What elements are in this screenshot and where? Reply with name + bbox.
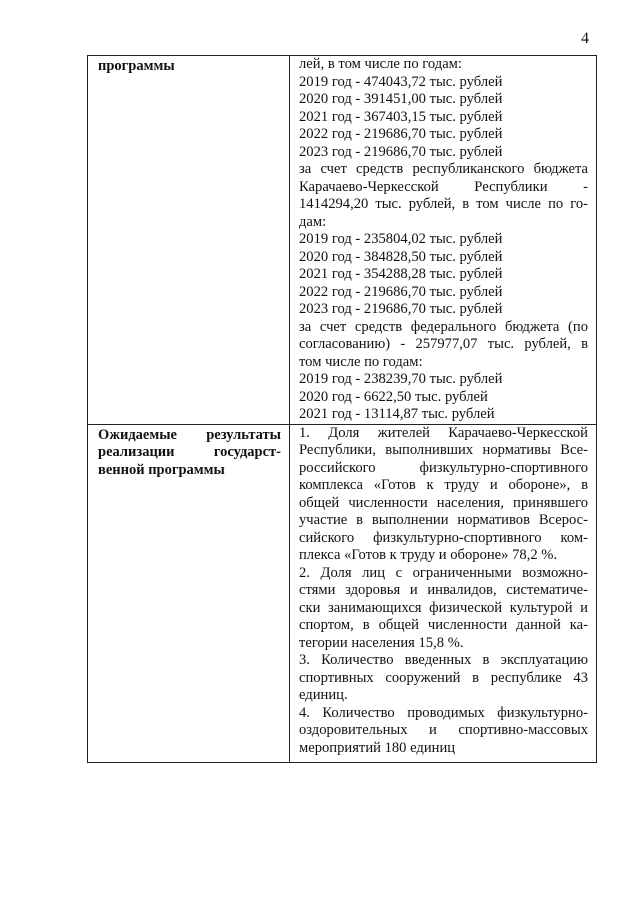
result-text-line: комплекса «Готов к труду и обороне», в <box>299 477 588 493</box>
funding-line: лей, в том числе по годам: <box>299 56 462 72</box>
result-text-line: тегории населения 15,8 %. <box>299 634 464 651</box>
funding-year-line: 2023 год - 219686,70 тыс. рублей <box>299 143 503 160</box>
result-item-2 <box>299 565 588 653</box>
regional-budget-intro: за счет средств республиканского бюджета <box>299 161 588 177</box>
result-text-line: участие в выполнении нормативов Всерос- <box>299 512 588 528</box>
result-item-3 <box>299 652 588 705</box>
result-text-line: мероприятий 180 единиц <box>299 739 456 756</box>
federal-budget-intro: согласованию) - 257977,07 тыс. рублей, в <box>299 336 588 352</box>
funding-label: программы <box>98 58 175 74</box>
result-text-line: российского физкультурно-спортивного <box>299 459 588 476</box>
result-text-line: общей численности населения, принявшего <box>299 494 588 511</box>
funding-year-line: 2022 год - 219686,70 тыс. рублей <box>299 126 503 142</box>
result-text-line: Республики, выполнивших нормативы Все- <box>299 442 588 458</box>
funding-label-cell <box>88 56 290 425</box>
funding-year-line: 2020 год - 391451,00 тыс. рублей <box>299 91 503 107</box>
expected-results-label-cell <box>88 424 290 762</box>
regional-year-line: 2019 год - 235804,02 тыс. рублей <box>299 231 503 247</box>
regional-budget-intro: Карачаево-Черкесской Республики - <box>299 178 588 195</box>
result-text-line: 3. Количество введенных в эксплуатацию <box>299 652 588 668</box>
funding-content-cell <box>290 56 597 425</box>
regional-year-line: 2022 год - 219686,70 тыс. рублей <box>299 283 503 300</box>
result-text-line: единиц. <box>299 687 348 703</box>
funding-row <box>88 56 597 425</box>
result-text-line: оздоровительных и спортивно-массовых <box>299 722 588 738</box>
regional-budget-intro: дам: <box>299 213 327 230</box>
expected-results-row <box>88 424 597 762</box>
expected-results-label: реализации государст- <box>98 444 281 460</box>
page-number: 4 <box>581 30 589 47</box>
federal-budget-intro: том числе по годам: <box>299 353 423 370</box>
result-text-line: 1. Доля жителей Карачаево-Черкесской <box>299 424 588 441</box>
result-text-line: спортивных сооружений в республике 43 <box>299 669 588 686</box>
result-text-line: спортом, в общей численности данной ка- <box>299 617 588 633</box>
regional-year-line: 2021 год - 354288,28 тыс. рублей <box>299 266 503 282</box>
funding-year-line: 2019 год - 474043,72 тыс. рублей <box>299 73 503 90</box>
result-item-1 <box>299 425 588 565</box>
expected-results-label: Ожидаемые результаты <box>98 426 281 443</box>
result-text-line: 4. Количество проводимых физкультурно- <box>299 704 588 721</box>
result-text-line: сийского физкультурно-спортивного ком- <box>299 529 588 546</box>
federal-year-line: 2020 год - 6622,50 тыс. рублей <box>299 388 488 405</box>
federal-year-line: 2019 год - 238239,70 тыс. рублей <box>299 371 503 387</box>
result-text-line: стями здоровья и инвалидов, систематиче- <box>299 582 588 598</box>
regional-budget-intro: 1414294,20 тыс. рублей, в том числе по го- <box>299 196 588 212</box>
result-text-line: ски занимающихся физической культурой и <box>299 599 588 616</box>
regional-year-line: 2023 год - 219686,70 тыс. рублей <box>299 301 503 317</box>
expected-results-label: венной программы <box>98 461 225 478</box>
expected-results-content-cell <box>290 424 597 762</box>
federal-year-line: 2021 год - 13114,87 тыс. рублей <box>299 406 495 422</box>
funding-year-line: 2021 год - 367403,15 тыс. рублей <box>299 108 503 125</box>
program-passport-table <box>87 55 597 763</box>
result-item-4 <box>299 705 588 758</box>
federal-budget-intro: за счет средств федерального бюджета (по <box>299 318 588 335</box>
result-text-line: 2. Доля лиц с ограниченными возможно- <box>299 564 588 581</box>
regional-year-line: 2020 год - 384828,50 тыс. рублей <box>299 248 503 265</box>
result-text-line: плекса «Готов к труду и обороне» 78,2 %. <box>299 547 558 563</box>
